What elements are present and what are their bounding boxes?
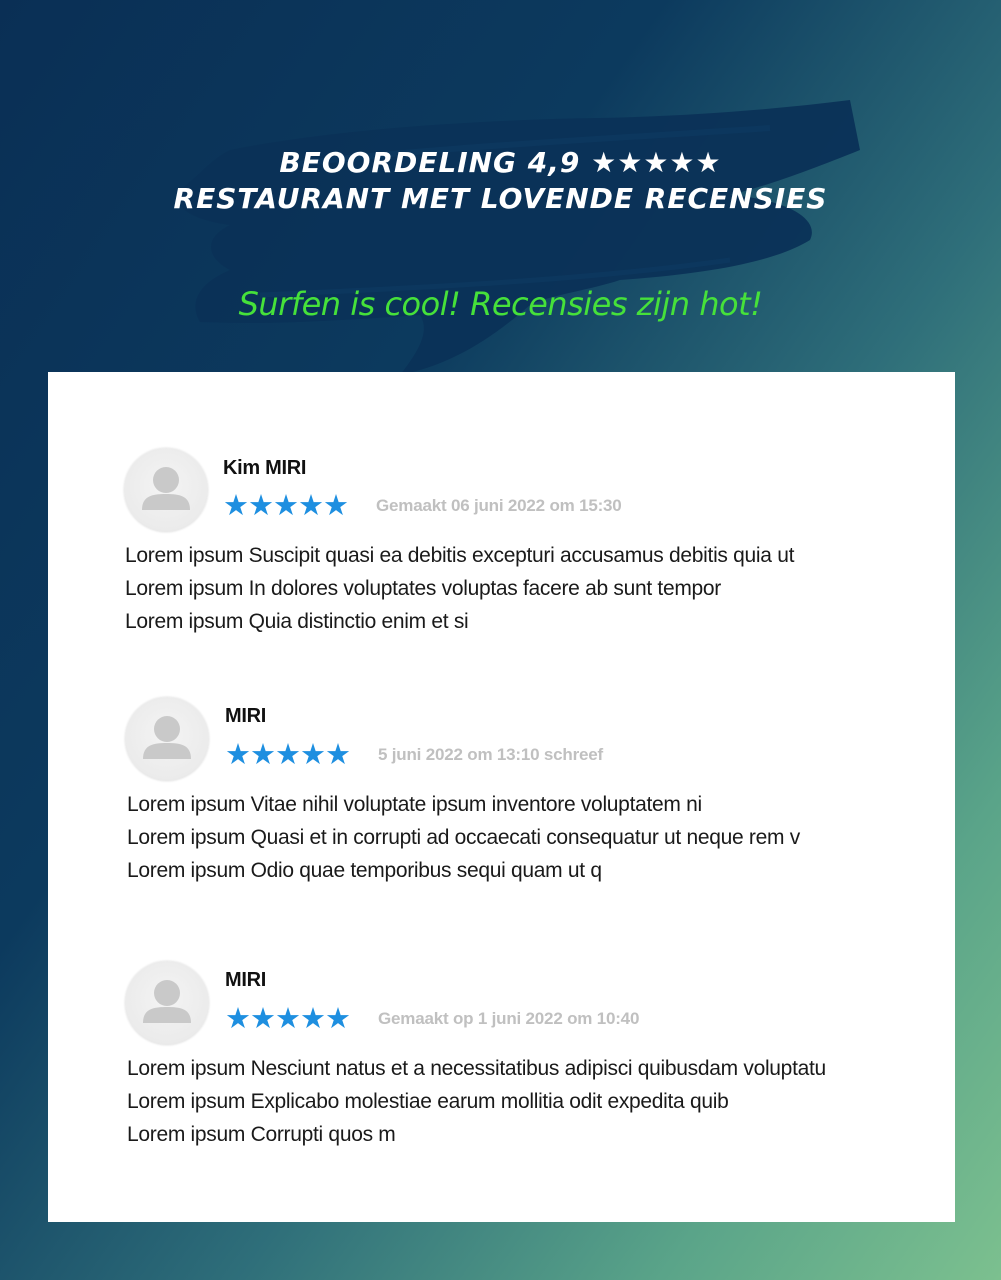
reviews-card: [48, 372, 955, 1222]
review-text-line: Lorem ipsum Corrupti quos m: [127, 1123, 396, 1146]
avatar: [125, 961, 209, 1045]
review-text-line: Lorem ipsum Odio quae temporibus sequi quam ut q: [127, 859, 602, 882]
rating-stars: ★★★★★: [225, 1001, 350, 1035]
reviewer-name: MIRI: [225, 705, 267, 727]
review-text-line: Lorem ipsum Quasi et in corrupti ad occaecati consequatur ut neque rem v: [127, 826, 800, 849]
headline-title: RESTAURANT MET LOVENDE RECENSIES: [173, 182, 828, 215]
review-date: Gemaakt op 1 juni 2022 om 10:40: [378, 1009, 640, 1028]
review-text-line: Lorem ipsum Suscipit quasi ea debitis excepturi accusamus debitis quia ut: [125, 544, 795, 567]
reviewer-name: MIRI: [225, 969, 267, 991]
rating-stars: ★★★★★: [223, 488, 348, 522]
headline-rating: BEOORDELING 4,9 ★★★★★: [279, 146, 722, 179]
review-text-line: Lorem ipsum In dolores voluptates voluptas facere ab sunt tempor: [125, 577, 721, 600]
review-text-line: Lorem ipsum Vitae nihil voluptate ipsum inventore voluptatem ni: [127, 793, 702, 816]
avatar: [124, 448, 208, 532]
review-text-line: Lorem ipsum Quia distinctio enim et si: [125, 610, 469, 633]
avatar: [125, 697, 209, 781]
review-text-line: Lorem ipsum Nesciunt natus et a necessitatibus adipisci quibusdam voluptatu: [127, 1057, 826, 1080]
user-icon: [124, 448, 208, 532]
brush-stroke-decoration: [170, 90, 860, 380]
reviewer-name: Kim MIRI: [223, 457, 307, 479]
review-date: 5 juni 2022 om 13:10 schreef: [378, 745, 603, 764]
user-icon: [125, 697, 209, 781]
rating-stars: ★★★★★: [225, 737, 350, 771]
user-icon: [125, 961, 209, 1045]
review-text-line: Lorem ipsum Explicabo molestiae earum mollitia odit expedita quib: [127, 1090, 729, 1113]
tagline: Surfen is cool! Recensies zijn hot!: [238, 285, 763, 323]
review-date: Gemaakt 06 juni 2022 om 15:30: [376, 496, 622, 515]
